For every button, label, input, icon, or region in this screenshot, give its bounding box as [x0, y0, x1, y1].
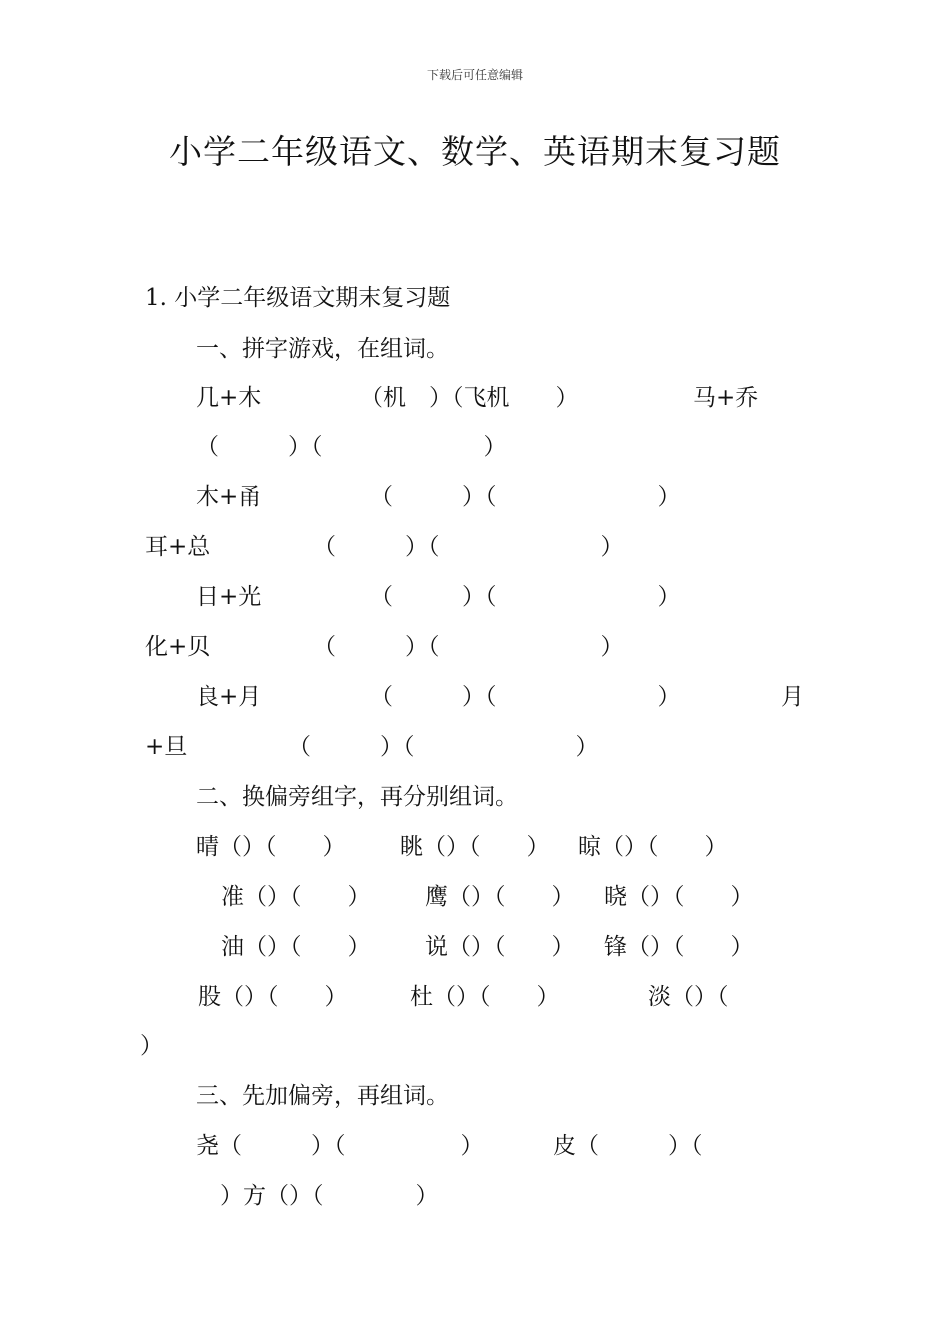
- part2-item: 油（）（ ）: [221, 934, 371, 960]
- part3-item: 尧（ ）（ ）: [196, 1133, 484, 1159]
- part1-row7-label: +旦: [145, 734, 188, 760]
- part2-item: 淡（）（: [648, 984, 729, 1010]
- part2-item: 杜（）（ ）: [410, 984, 560, 1010]
- part3-item: ）方（）（ ）: [220, 1183, 439, 1209]
- part1-row5-label: 化+贝: [145, 634, 211, 660]
- part1-row2-label: 木+甬: [196, 484, 262, 510]
- section-heading: 1. 小学二年级语文期末复习题: [145, 285, 451, 311]
- part1-row6-tail: 月: [781, 684, 804, 710]
- part1-row6-label: 良+月: [196, 684, 262, 710]
- part2-item: 鹰（）（ ）: [425, 884, 575, 910]
- part2-heading: 二、换偏旁组字，再分别组词。: [196, 784, 518, 810]
- part2-item: 晾（）（ ）: [578, 834, 728, 860]
- part1-row4-label: 日+光: [196, 584, 262, 610]
- part2-item: 股（）（ ）: [198, 984, 348, 1010]
- part2-item: 晴（）（ ）: [196, 834, 346, 860]
- part1-row3-label: 耳+总: [145, 534, 211, 560]
- part3-item: 皮（ ）（: [553, 1133, 703, 1159]
- part2-item: 准（）（ ）: [221, 884, 371, 910]
- part2-item: 晓（）（ ）: [604, 884, 754, 910]
- part1-row5-answer: （ ）（ ）: [313, 634, 624, 660]
- page-title: 小学二年级语文、数学、英语期末复习题: [169, 132, 781, 171]
- part2-item: ）: [140, 1033, 163, 1059]
- part2-item: 眺（）（ ）: [400, 834, 550, 860]
- part1-row3-answer: （ ）（ ）: [313, 534, 624, 560]
- part1-row1-label: 几+木: [196, 385, 262, 411]
- part1-row1-label2: 马+乔: [693, 385, 759, 411]
- part1-row4-answer: （ ）（ ）: [370, 584, 681, 610]
- part3-heading: 三、先加偏旁，再组词。: [196, 1083, 449, 1109]
- part2-item: 锋（）（ ）: [604, 934, 754, 960]
- part1-row1-answer2: （ ）（ ）: [196, 434, 507, 460]
- part1-row7-answer: （ ）（ ）: [288, 734, 599, 760]
- part1-row1-answer: （机 ）（飞机 ）: [360, 385, 579, 411]
- page-header: 下载后可任意编辑: [426, 68, 523, 82]
- part1-row6-answer: （ ）（ ）: [370, 684, 681, 710]
- part1-row2-answer: （ ）（ ）: [370, 484, 681, 510]
- part2-item: 说（）（ ）: [425, 934, 575, 960]
- part1-heading: 一、拼字游戏，在组词。: [196, 336, 449, 362]
